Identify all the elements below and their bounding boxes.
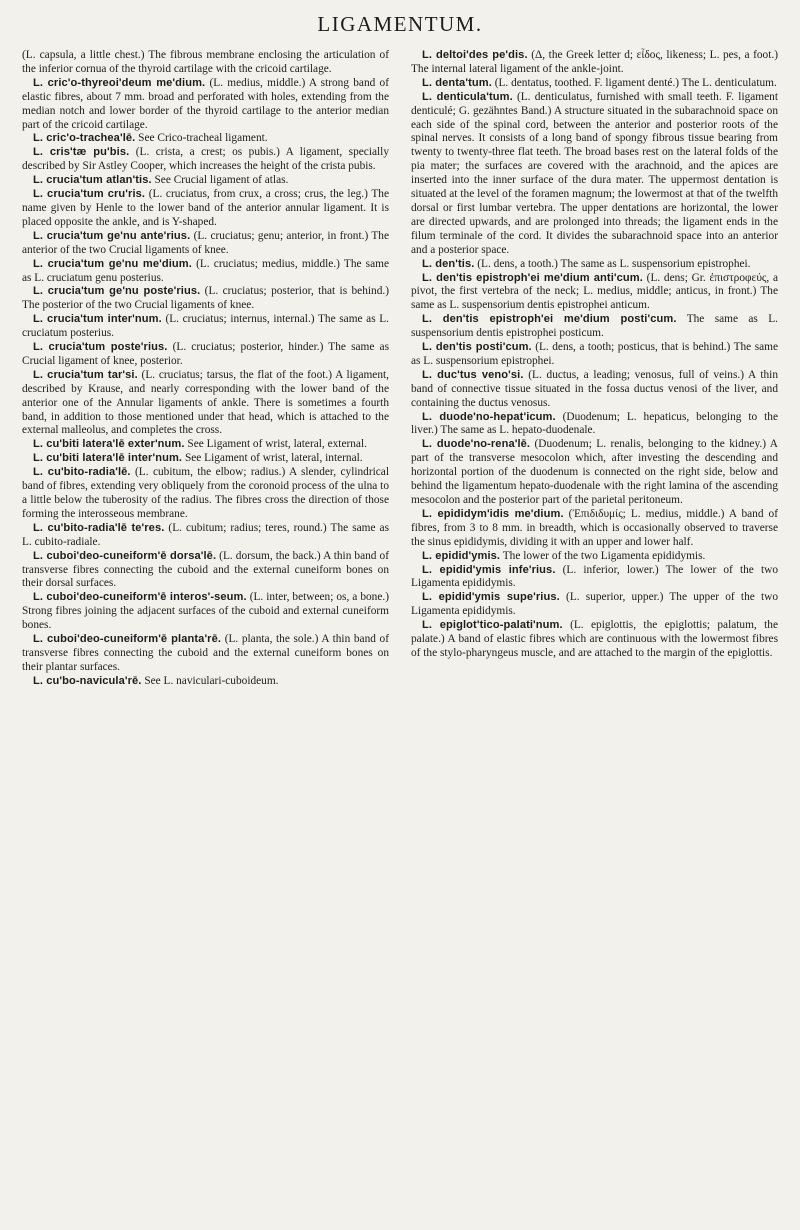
dictionary-entry (411, 272, 778, 314)
entry-definition: (L. superior, upper.) The upper of the two Ligamenta epididymis. (411, 591, 778, 618)
two-column-body (22, 49, 778, 689)
entry-definition: (L. dens; Gr. ἐπιστροφεύς, a pivot, the first vertebra of the neck; L. medius, middle; anticus, in front.) The same as L. suspensorium dentis epistrophei anticum. (411, 271, 779, 312)
dictionary-entry (22, 174, 389, 188)
entry-definition: (L. cubitum, the elbow; radius.) A slender, cylindrical band of fibres, extending very obliquely from the coronoid process of the ulna to a little below the tuberosity of the radius. The fibres cross the direction of those forming the interosseous membrane. (22, 466, 389, 520)
right-column (411, 49, 778, 689)
entry-headword: L. cric'o-thyreoi'deum me'dium. (33, 76, 206, 89)
dictionary-entry (411, 77, 778, 91)
dictionary-entry (22, 230, 389, 258)
entry-headword: L. deltoi'des pe'dis. (422, 49, 528, 61)
entry-definition: (L. dorsum, the back.) A thin band of transverse fibres connecting the cuboid and the external cuneiform bones on their dorsal surfaces. (22, 549, 389, 590)
entry-headword: L. denta'tum. (422, 76, 492, 89)
entry-headword: L. duc'tus veno'si. (422, 368, 524, 381)
entry-headword: L. epidid'ymis infe'rius. (422, 563, 556, 576)
entry-definition: See Ligament of wrist, lateral, internal. (182, 452, 363, 465)
entry-definition: (L. cruciatus; internus, internal.) The same as L. cruciatum posterius. (22, 313, 389, 340)
dictionary-entry (22, 258, 389, 286)
dictionary-entry (22, 633, 389, 675)
entry-headword: L. denticula'tum. (422, 90, 513, 103)
entry-definition: (L. denticulatus, furnished with small teeth. F. ligament denticulé; G. gezähntes Band.) A structure situated in the subarachnoid space on each side of the spinal cord, between the anterior and posterior roots of the spinal nerves. It consists of a long band of spongy fibrous tissue bearing from twenty to twenty-three flat teeth. The broad bases rest on the lateral folds of the pia mater; the surfaces are covered with the arachnoid, and the apices are inserted into the inner surface of the dura mater. The uppermost dentation is situated at the level of the foramen magnum; the lowermost at that of the twelfth dorsal or first lumbar vertebra. The upper dentations are horizontal, the lower are directed upwards, and are prolonged into threads; the ligament ends in the filum terminale of the cord. It divides the subarachnoid space into an anterior and a posterior space. (411, 90, 778, 256)
dictionary-entry (411, 313, 778, 341)
entry-definition: (L. dens, a tooth; posticus, that is behind.) The same as L. suspensorium epistrophei. (411, 341, 779, 367)
dictionary-entry (22, 438, 389, 452)
entry-headword: L. cu'bito-radia'lē. (33, 466, 131, 479)
dictionary-entry (411, 508, 778, 550)
dictionary-entry (22, 188, 389, 230)
entry-headword: L. epidid'ymis supe'rius. (422, 591, 560, 604)
entry-definition: (Ἐπιδιδυμίς; L. medius, middle.) A band of fibres, from 3 to 8 mm. in breadth, which is occasionally observed to traverse the sinus epididymis, dividing it with an upper and lower half. (411, 507, 778, 548)
dictionary-entry (22, 675, 389, 689)
dictionary-entry (22, 132, 389, 146)
dictionary-entry (411, 91, 778, 258)
entry-headword: L. crucia'tum poste'rius. (33, 341, 168, 354)
dictionary-entry (411, 49, 778, 77)
entry-headword: L. crucia'tum atlan'tis. (33, 174, 152, 187)
dictionary-entry (22, 49, 389, 77)
entry-headword: L. cuboi'deo-cuneiform'ē interos'-seum. (33, 591, 247, 604)
entry-definition: (L. cubitum; radius; teres, round.) The same as L. cubito-radiale. (22, 521, 389, 548)
entry-headword: L. cu'biti latera'lē inter'num. (33, 452, 183, 465)
entry-definition: (L. dentatus, toothed. F. ligament denté.) The L. denticulatum. (491, 76, 777, 89)
entry-headword: L. epidid'ymis. (422, 549, 501, 562)
entry-headword: L. crucia'tum ge'nu poste'rius. (33, 285, 201, 298)
entry-definition: (L. cruciatus, from crux, a cross; crus, the leg.) The name given by Henle to the lower band of the anterior annular ligament. It is placed opposite the ankle, and is Y-shaped. (22, 188, 389, 228)
entry-definition: (L. cruciatus; posterior, that is behind.) The posterior of the two Crucial ligaments of knee. (22, 285, 389, 312)
dictionary-entry (411, 411, 778, 439)
entry-headword: L. duode'no-hepat'icum. (422, 410, 556, 423)
running-header: LIGAMENTUM. (317, 12, 483, 36)
entry-definition: See Ligament of wrist, lateral, external. (184, 438, 367, 451)
entry-definition: (L. medius, middle.) A strong band of elastic fibres, about 7 mm. broad and perforated with holes, extending from the median notch and lower border of the thyroid cartilage to the anterior median part of the cricoid cartilage. (22, 76, 389, 131)
entry-headword: L. cris'tæ pu'bis. (33, 146, 130, 159)
entry-headword: L. crucia'tum tar'si. (33, 368, 138, 381)
dictionary-entry (22, 313, 389, 341)
dictionary-entry (411, 591, 778, 619)
entry-headword: L. epididym'idis me'dium. (422, 507, 564, 520)
entry-headword: L. cu'bo-navicula'rē. (33, 674, 142, 687)
dictionary-entry (411, 550, 778, 564)
entry-definition: (L. cruciatus; medius, middle.) The same as L. cruciatum genu posterius. (22, 257, 389, 284)
entry-definition: The same as L. suspensorium dentis epistrophei posticum. (411, 313, 778, 340)
dictionary-entry (411, 369, 778, 411)
entry-definition: (L. cruciatus; genu; anterior, in front.) The anterior of the two Crucial ligaments of knee. (22, 229, 389, 256)
entry-definition: (Δ, the Greek letter d; εἶδος, likeness; L. pes, a foot.) The internal lateral ligament of the ankle-joint. (411, 49, 778, 75)
entry-headword: L. cuboi'deo-cuneiform'ē planta'rē. (33, 633, 222, 646)
entry-definition: See Crucial ligament of atlas. (151, 174, 289, 187)
entry-headword: L. den'tis posti'cum. (422, 341, 532, 354)
entry-definition: See L. naviculari-cuboideum. (141, 674, 279, 687)
dictionary-entry (411, 341, 778, 369)
entry-headword: L. cuboi'deo-cuneiform'ē dorsa'lē. (33, 549, 217, 562)
entry-definition: (L. capsula, a little chest.) The fibrous membrane enclosing the articulation of the inferior cornua of the thyroid cartilage with the cricoid cartilage. (22, 49, 389, 75)
dictionary-entry (22, 591, 389, 633)
entry-definition: (L. inter, between; os, a bone.) Strong fibres joining the adjacent surfaces of the cuboid and external cuneiform bones. (22, 591, 389, 632)
dictionary-entry (22, 452, 389, 466)
entry-definition: The lower of the two Ligamenta epididymis. (500, 549, 706, 562)
dictionary-entry (22, 146, 389, 174)
dictionary-entry (22, 522, 389, 550)
entry-definition: (L. epiglottis, the epiglottis; palatum, the palate.) A band of elastic fibres which are continuous with the lowermost fibres of the stylo-pharyngeus muscle, and are attached to the margin of the epiglottis. (411, 619, 778, 659)
entry-headword: L. cu'bito-radia'lē te'res. (33, 521, 165, 534)
entry-headword: L. cu'biti latera'lē exter'num. (33, 438, 185, 451)
entry-definition: See Crico-tracheal ligament. (135, 132, 268, 145)
entry-definition: (L. cruciatus; posterior, hinder.) The same as Crucial ligament of knee, posterior. (22, 341, 389, 367)
dictionary-entry (22, 369, 389, 439)
entry-definition: (L. crista, a crest; os pubis.) A ligament, specially described by Sir Astley Cooper, which increases the height of the crista pubis. (22, 146, 389, 173)
dictionary-entry (22, 466, 389, 522)
entry-definition: (L. inferior, lower.) The lower of the two Ligamenta epididymis. (411, 563, 778, 590)
entry-definition: (L. planta, the sole.) A thin band of transverse fibres connecting the cuboid and the external cuneiform bones on their plantar surfaces. (22, 633, 389, 673)
entry-definition: (L. cruciatus; tarsus, the flat of the foot.) A ligament, described by Krause, and nearly corresponding with the lower band of the anterior one of the Annular ligaments of ankle. There is sometimes a fourth band, in addition to those mentioned under that head, which is attached to the external malleolus, and completes the cross. (22, 368, 390, 437)
entry-headword: L. den'tis epistroph'ei me'dium anti'cum. (422, 271, 643, 284)
entry-definition: (L. dens, a tooth.) The same as L. suspensorium epistrophei. (474, 257, 751, 270)
entry-headword: L. crucia'tum ge'nu me'dium. (33, 257, 192, 270)
entry-headword: L. duode'no-rena'lē. (422, 438, 531, 451)
dictionary-entry (411, 438, 778, 508)
entry-definition: (L. ductus, a leading; venosus, full of veins.) A thin band of connective tissue situated in the fossa ductus venosi of the liver, and containing the ductus venosus. (411, 368, 778, 409)
entry-headword: L. cric'o-trachea'lē. (33, 132, 136, 145)
dictionary-entry (411, 619, 778, 661)
entry-headword: L. crucia'tum inter'num. (33, 313, 162, 326)
entry-headword: L. crucia'tum cru'ris. (33, 188, 146, 201)
entry-headword: L. crucia'tum ge'nu ante'rius. (33, 229, 191, 242)
left-column (22, 49, 389, 689)
dictionary-entry (22, 77, 389, 133)
dictionary-entry (411, 258, 778, 272)
entry-headword: L. den'tis. (422, 257, 475, 270)
entry-definition: (Duodenum; L. hepaticus, belonging to the liver.) The same as L. hepato-duodenale. (411, 410, 778, 437)
dictionary-entry (411, 564, 778, 592)
entry-headword: L. epiglot'tico-palati'num. (422, 619, 563, 632)
dictionary-entry (22, 341, 389, 369)
entry-headword: L. den'tis epistroph'ei me'dium posti'cum. (422, 313, 677, 326)
dictionary-entry (22, 285, 389, 313)
entry-definition: (Duodenum; L. renalis, belonging to the kidney.) A part of the transverse mesocolon which, after investing the descending and horizontal portion of the duodenum is connected on the right side, below and behind the ligamentum hepato-duodenale with the right lamina of the ascending mesocolon and the posterior part of the parietal peritoneum. (411, 438, 778, 506)
dictionary-entry (22, 550, 389, 592)
